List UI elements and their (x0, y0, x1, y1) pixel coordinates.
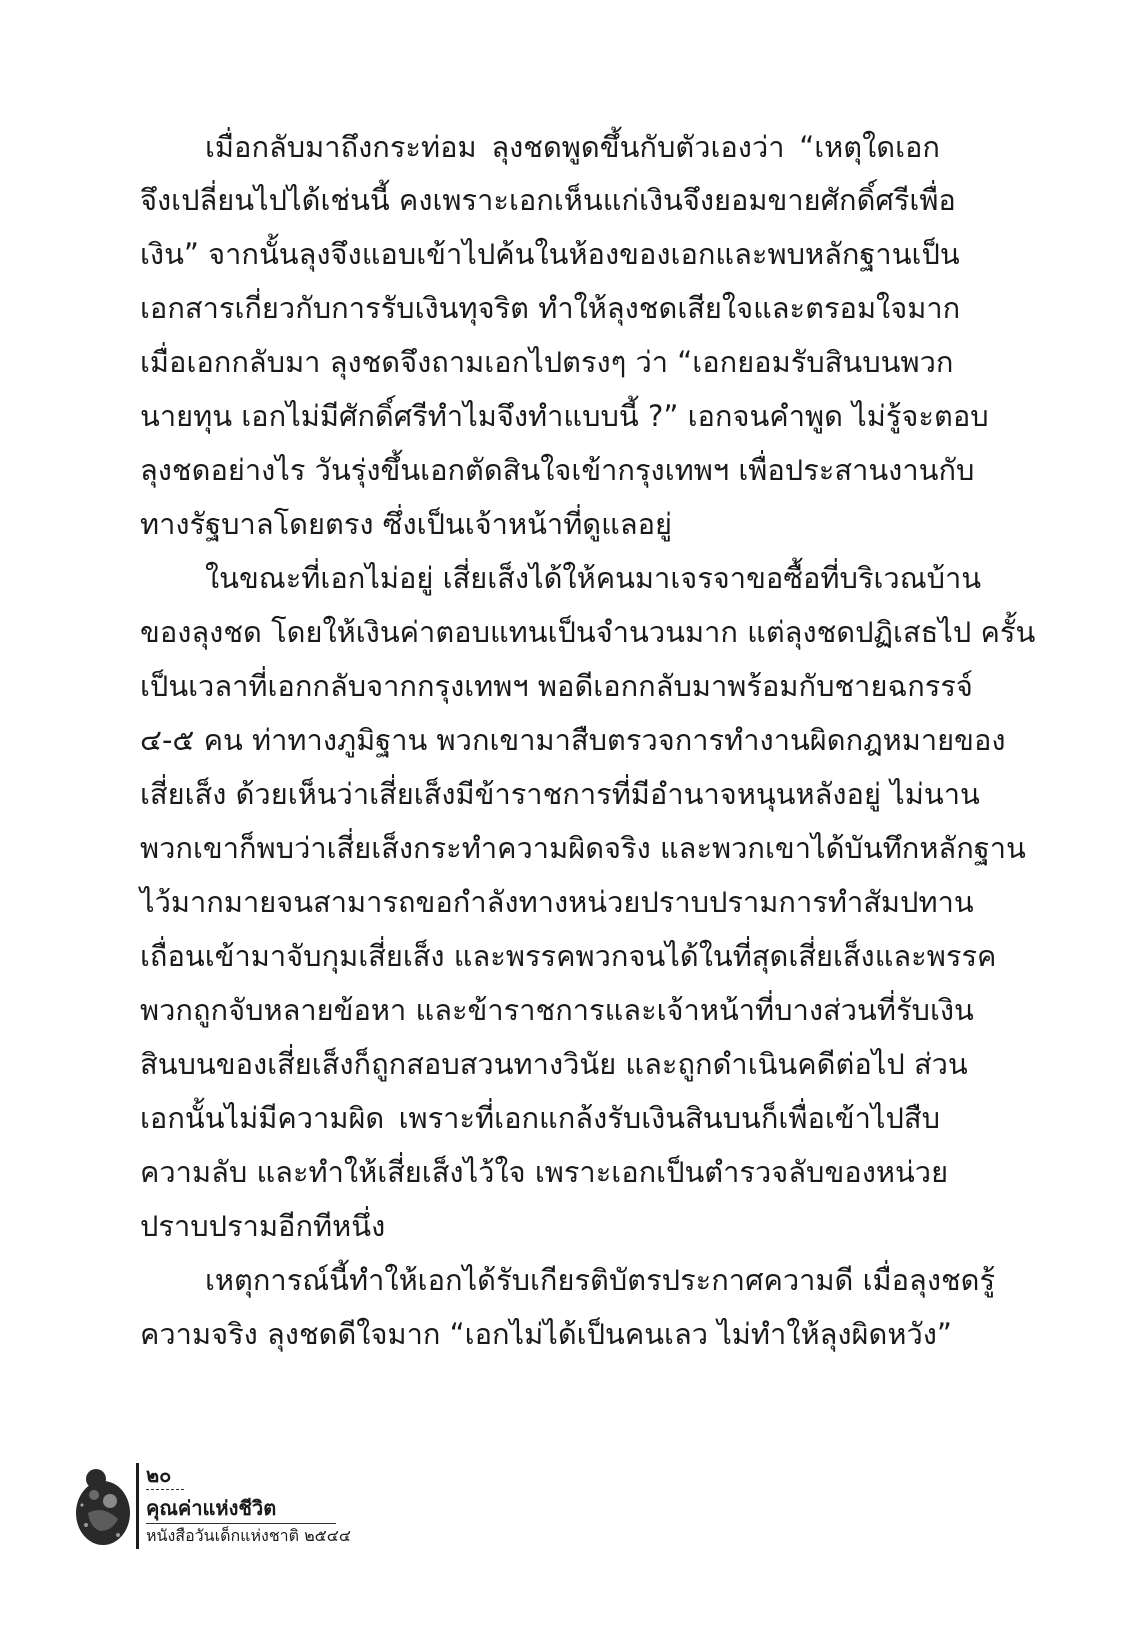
text-line: นายทุน เอกไม่มีศักดิ์ศรีทำไมจึงทำแบบนี้ ?” เอกจนคำพูด ไม่รู้จะตอบ (140, 399, 989, 433)
text-line: สินบนของเสี่ยเส็งก็ถูกสอบสวนทางวินัย และถูกดำเนินคดีต่อไป ส่วน (140, 1047, 968, 1081)
footer-underline (146, 1523, 336, 1524)
text-line: เป็นเวลาที่เอกกลับจากกรุงเทพฯ พอดีเอกกลับมาพร้อมกับชายฉกรรจ์ (140, 669, 973, 703)
text-line: จึงเปลี่ยนไปได้เช่นนี้ คงเพราะเอกเห็นแก่เงินจึงยอมขายศักดิ์ศรีเพื่อ (140, 183, 956, 217)
text-line: เมื่อกลับมาถึงกระท่อม ลุงชดพูดขึ้นกับตัวเองว่า “เหตุใดเอก (205, 130, 940, 164)
page-footer (60, 1455, 480, 1555)
text-line: ความลับ และทำให้เสี่ยเส็งไว้ใจ เพราะเอกเป็นตำรวจลับของหน่วย (140, 1155, 949, 1189)
text-line: เหตุการณ์นี้ทำให้เอกได้รับเกียรติบัตรประกาศความดี เมื่อลุงชดรู้ (205, 1263, 996, 1297)
text-line: ปราบปรามอีกทีหนึ่ง (140, 1209, 386, 1243)
text-line: เมื่อเอกกลับมา ลุงชดจึงถามเอกไปตรงๆ ว่า “เอกยอมรับสินบนพวก (140, 345, 954, 379)
text-line: ในขณะที่เอกไม่อยู่ เสี่ยเส็งได้ให้คนมาเจรจาขอซื้อที่บริเวณบ้าน (205, 561, 982, 595)
text-line: ทางรัฐบาลโดยตรง ซึ่งเป็นเจ้าหน้าที่ดูแลอยู่ (140, 507, 673, 541)
footer-divider (136, 1463, 139, 1549)
text-line: ๔-๕ คน ท่าทางภูมิฐาน พวกเขามาสืบตรวจการทำงานผิดกฎหมายของ (140, 723, 1006, 757)
text-line: เงิน” จากนั้นลุงจึงแอบเข้าไปค้นในห้องของเอกและพบหลักฐานเป็น (140, 237, 960, 271)
mother-child-emblem-icon (72, 1465, 134, 1547)
text-line: พวกถูกจับหลายข้อหา และข้าราชการและเจ้าหน้าที่บางส่วนที่รับเงิน (140, 993, 974, 1027)
text-line: พวกเขาก็พบว่าเสี่ยเส็งกระทำความผิดจริง และพวกเขาได้บันทึกหลักฐาน (140, 831, 1026, 865)
footer-dash-rule (146, 1489, 184, 1490)
page-number: ๒๐ (146, 1463, 172, 1487)
text-line: เถื่อนเข้ามาจับกุมเสี่ยเส็ง และพรรคพวกจนได้ในที่สุดเสี่ยเส็งและพรรค (140, 939, 997, 973)
book-title: คุณค่าแห่งชีวิต (146, 1496, 277, 1520)
text-line: ความจริง ลุงชดดีใจมาก “เอกไม่ได้เป็นคนเลว ไม่ทำให้ลุงผิดหวัง” (140, 1317, 952, 1351)
text-line: เอกสารเกี่ยวกับการรับเงินทุจริต ทำให้ลุงชดเสียใจและตรอมใจมาก (140, 291, 961, 325)
text-line: ไว้มากมายจนสามารถขอกำลังทางหน่วยปราบปรามการทำสัมปทาน (140, 885, 974, 919)
book-subtitle: หนังสือวันเด็กแห่งชาติ ๒๕๔๔ (146, 1526, 352, 1545)
text-line: ลุงชดอย่างไร วันรุ่งขึ้นเอกตัดสินใจเข้ากรุงเทพฯ เพื่อประสานงานกับ (140, 453, 975, 487)
text-line: เอกนั้นไม่มีความผิด เพราะที่เอกแกล้งรับเงินสินบนก็เพื่อเข้าไปสืบ (140, 1101, 940, 1135)
text-line: เสี่ยเส็ง ด้วยเห็นว่าเสี่ยเส็งมีข้าราชการที่มีอำนาจหนุนหลังอยู่ ไม่นาน (140, 777, 980, 811)
text-line: ของลุงชด โดยให้เงินค่าตอบแทนเป็นจำนวนมาก แต่ลุงชดปฏิเสธไป ครั้น (140, 615, 1036, 649)
